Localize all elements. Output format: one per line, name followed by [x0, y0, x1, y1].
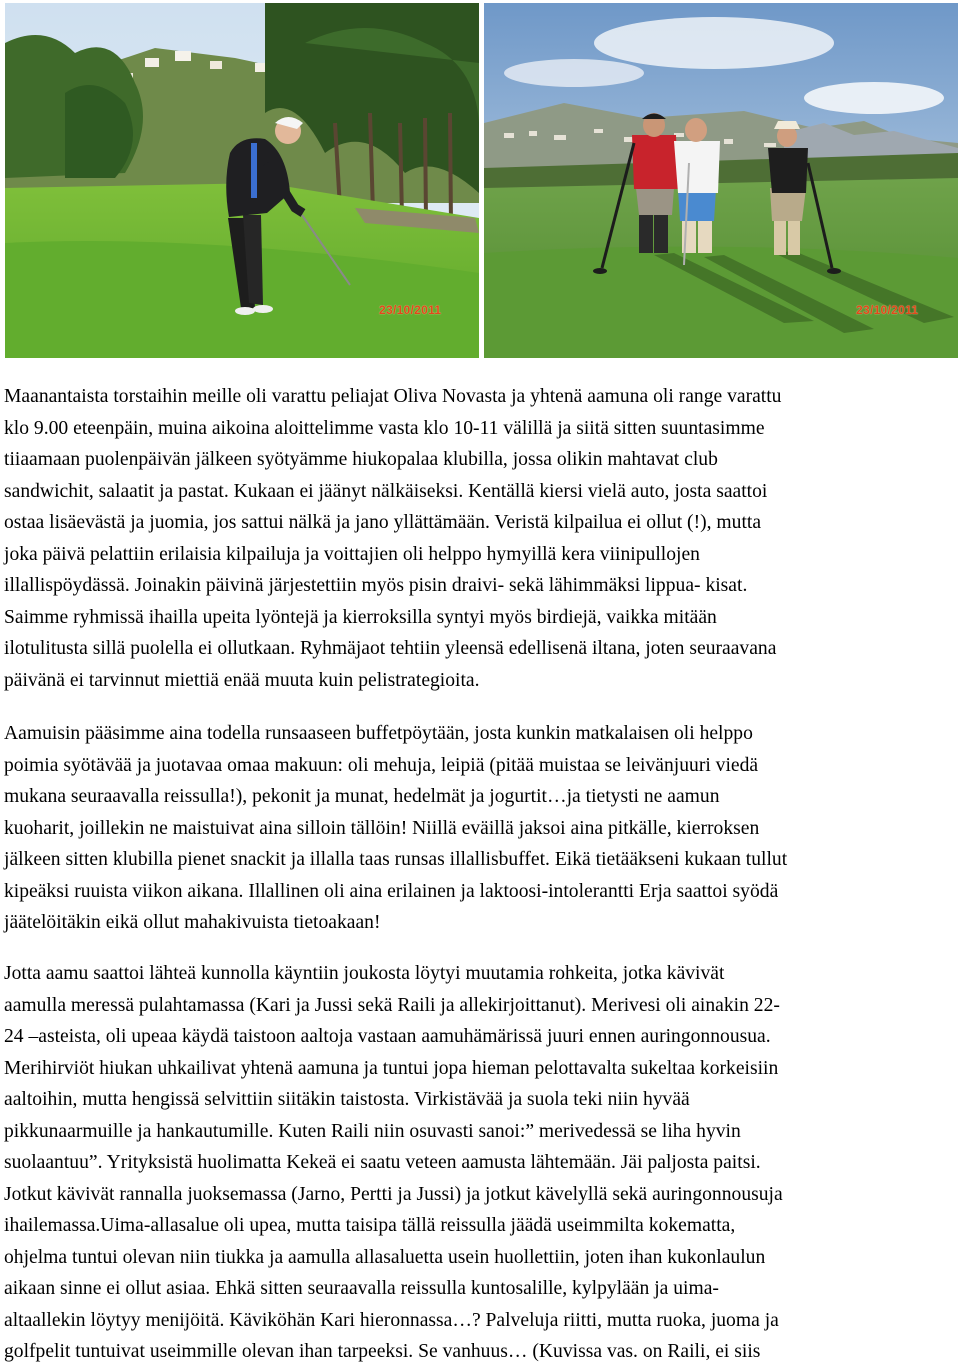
- text-line: mukana seuraavalla reissulla!), pekonit ja munat, hedelmät ja jogurtit…ja tietysti ne aamun: [4, 786, 720, 807]
- text-line: ihailemassa.Uima-allasalue oli upea, mutta taisipa tällä reissulla jäädä useimmilta kokematta,: [4, 1215, 736, 1236]
- text-line: ohjelma tuntui olevan niin tiukka ja aamulla allasaluetta usein huollettiin, joten ihan kukonlaulun: [4, 1246, 766, 1268]
- text-line: Saimme ryhmissä ihailla upeita lyöntejä ja kierroksilla syntyi myös birdiejä, vaikka mitään: [4, 606, 717, 628]
- text-line: kipeäksi ruuista viikon aikana. Illallinen oli aina erilainen ja laktoosi-intolerantti Erja saattoi syödä: [4, 880, 779, 902]
- text-line: ilotulitusta sillä puolella ei ollutkaan. Ryhmäjaot tehtiin yleensä edellisenä iltana, joten seuraavana: [4, 638, 777, 659]
- text-line: aamulla meressä pulahtamassa (Kari ja Jussi sekä Raili ja allekirjoittanut). Merivesi oli ainakin 22-: [4, 994, 780, 1016]
- photo-date-stamp: 23/10/2011: [856, 303, 919, 317]
- text-line: jäätelöitäkin eikä ollut mahakivuista tietoakaan!: [4, 912, 381, 933]
- text-line: Merihirviöt hiukan uhkailivat yhtenä aamuna ja tuntui jopa hieman pelottavalta sukeltaa korkeisiin: [4, 1057, 779, 1079]
- text-line: Maanantaista torstaihin meille oli varattu peliajat Oliva Novasta ja yhtenä aamuna oli range varattu: [4, 386, 782, 407]
- text-line: suolaantuu”. Yrityksistä huolimatta Kekeä ei saatu veteen aamusta lähtemään. Jäi paljosta paitsi.: [4, 1152, 761, 1173]
- golf-photo-left: [5, 3, 479, 358]
- text-line: aikaan sinne ei ollut asiaa. Ehkä sitten seuraavalla reissulla kuntosalille, kylpylään ja uima-: [4, 1278, 719, 1299]
- text-line: ostaa lisäevästä ja juomia, jos sattui nälkä ja jano yllättämään. Veristä kilpailua ei ollut (!), mutta: [4, 512, 762, 533]
- text-line: tiiaamaan puolenpäivän jälkeen syötyämme hiukopalaa klubilla, jossa olikin mahtavat club: [4, 449, 718, 470]
- text-line: joka päivä pelattiin erilaisia kilpailuja ja voittajien oli helppo hymyillä kera viinipullojen: [4, 543, 700, 565]
- paragraph-morning-swims: [4, 958, 958, 1368]
- photo-date-stamp: 23/10/2011: [379, 303, 442, 317]
- text-line: poimia syötävää ja juotavaa omaa makuun: oli mehuja, leipiä (pitää muistaa se leivänjuuri viedä: [4, 754, 759, 776]
- text-line: golfpelit tuntuivat useimmille olevan ihan tarpeeksi. Se vanhuus… (Kuvissa vas. on Raili, ei siis: [4, 1341, 761, 1362]
- text-line: päivänä ei tarvinnut miettiä enää muuta kuin pelistrategioita.: [4, 669, 480, 691]
- text-line: Jotkut kävivät rannalla juoksemassa (Jarno, Pertti ja Jussi) ja jotkut kävelyllä sekä auringonnousuja: [4, 1183, 783, 1205]
- text-line: Jotta aamu saattoi lähteä kunnolla käyntiin joukosta löytyi muutamia rohkeita, jotka kävivät: [4, 963, 725, 984]
- text-line: kuoharit, joillekin ne maistuivat aina silloin tällöin! Niillä eväillä jaksoi aina pitkälle, kierroksen: [4, 817, 760, 839]
- text-line: aaltoihin, mutta hengissä selvittiin siitäkin taistosta. Virkistävää ja suola teki niin hyvää: [4, 1089, 690, 1110]
- text-line: illallispöydässä. Joinakin päivinä järjestettiin myös pisin draivi- sekä lähimmäksi lippua- kisat.: [4, 575, 748, 596]
- golf-photo-right: [484, 3, 958, 358]
- text-line: altaallekin löytyy menijöitä. Käviköhän Kari hieronnassa…? Palveluja riitti, mutta ruoka, juoma ja: [4, 1309, 779, 1331]
- text-line: klo 9.00 eteenpäin, muina aikoina aloittelimme vasta klo 10-11 välillä ja siitä sitten suuntasimme: [4, 417, 765, 439]
- paragraph-breakfast: [4, 718, 958, 939]
- text-line: 24 –asteista, oli upeaa käydä taistoon aaltoja vastaan aamuhämärissä juuri ennen auringonnousua.: [4, 1026, 771, 1047]
- text-line: jälkeen sitten klubilla pienet snackit ja illalla taas runsas illallisbuffet. Eikä tietääkseni kukaan tullut: [4, 849, 788, 870]
- text-line: Aamuisin pääsimme aina todella runsaaseen buffetpöytään, josta kunkin matkalaisen oli helppo: [4, 723, 753, 744]
- paragraph-golf-schedule: [4, 381, 958, 696]
- text-line: pikkunaarmuille ja hankautumille. Kuten Raili niin osuvasti sanoi:” merivedessä se liha hyvin: [4, 1120, 741, 1142]
- text-line: sandwichit, salaatit ja pastat. Kukaan ei jäänyt nälkäiseksi. Kentällä kiersi vielä auto, josta saattoi: [4, 480, 768, 502]
